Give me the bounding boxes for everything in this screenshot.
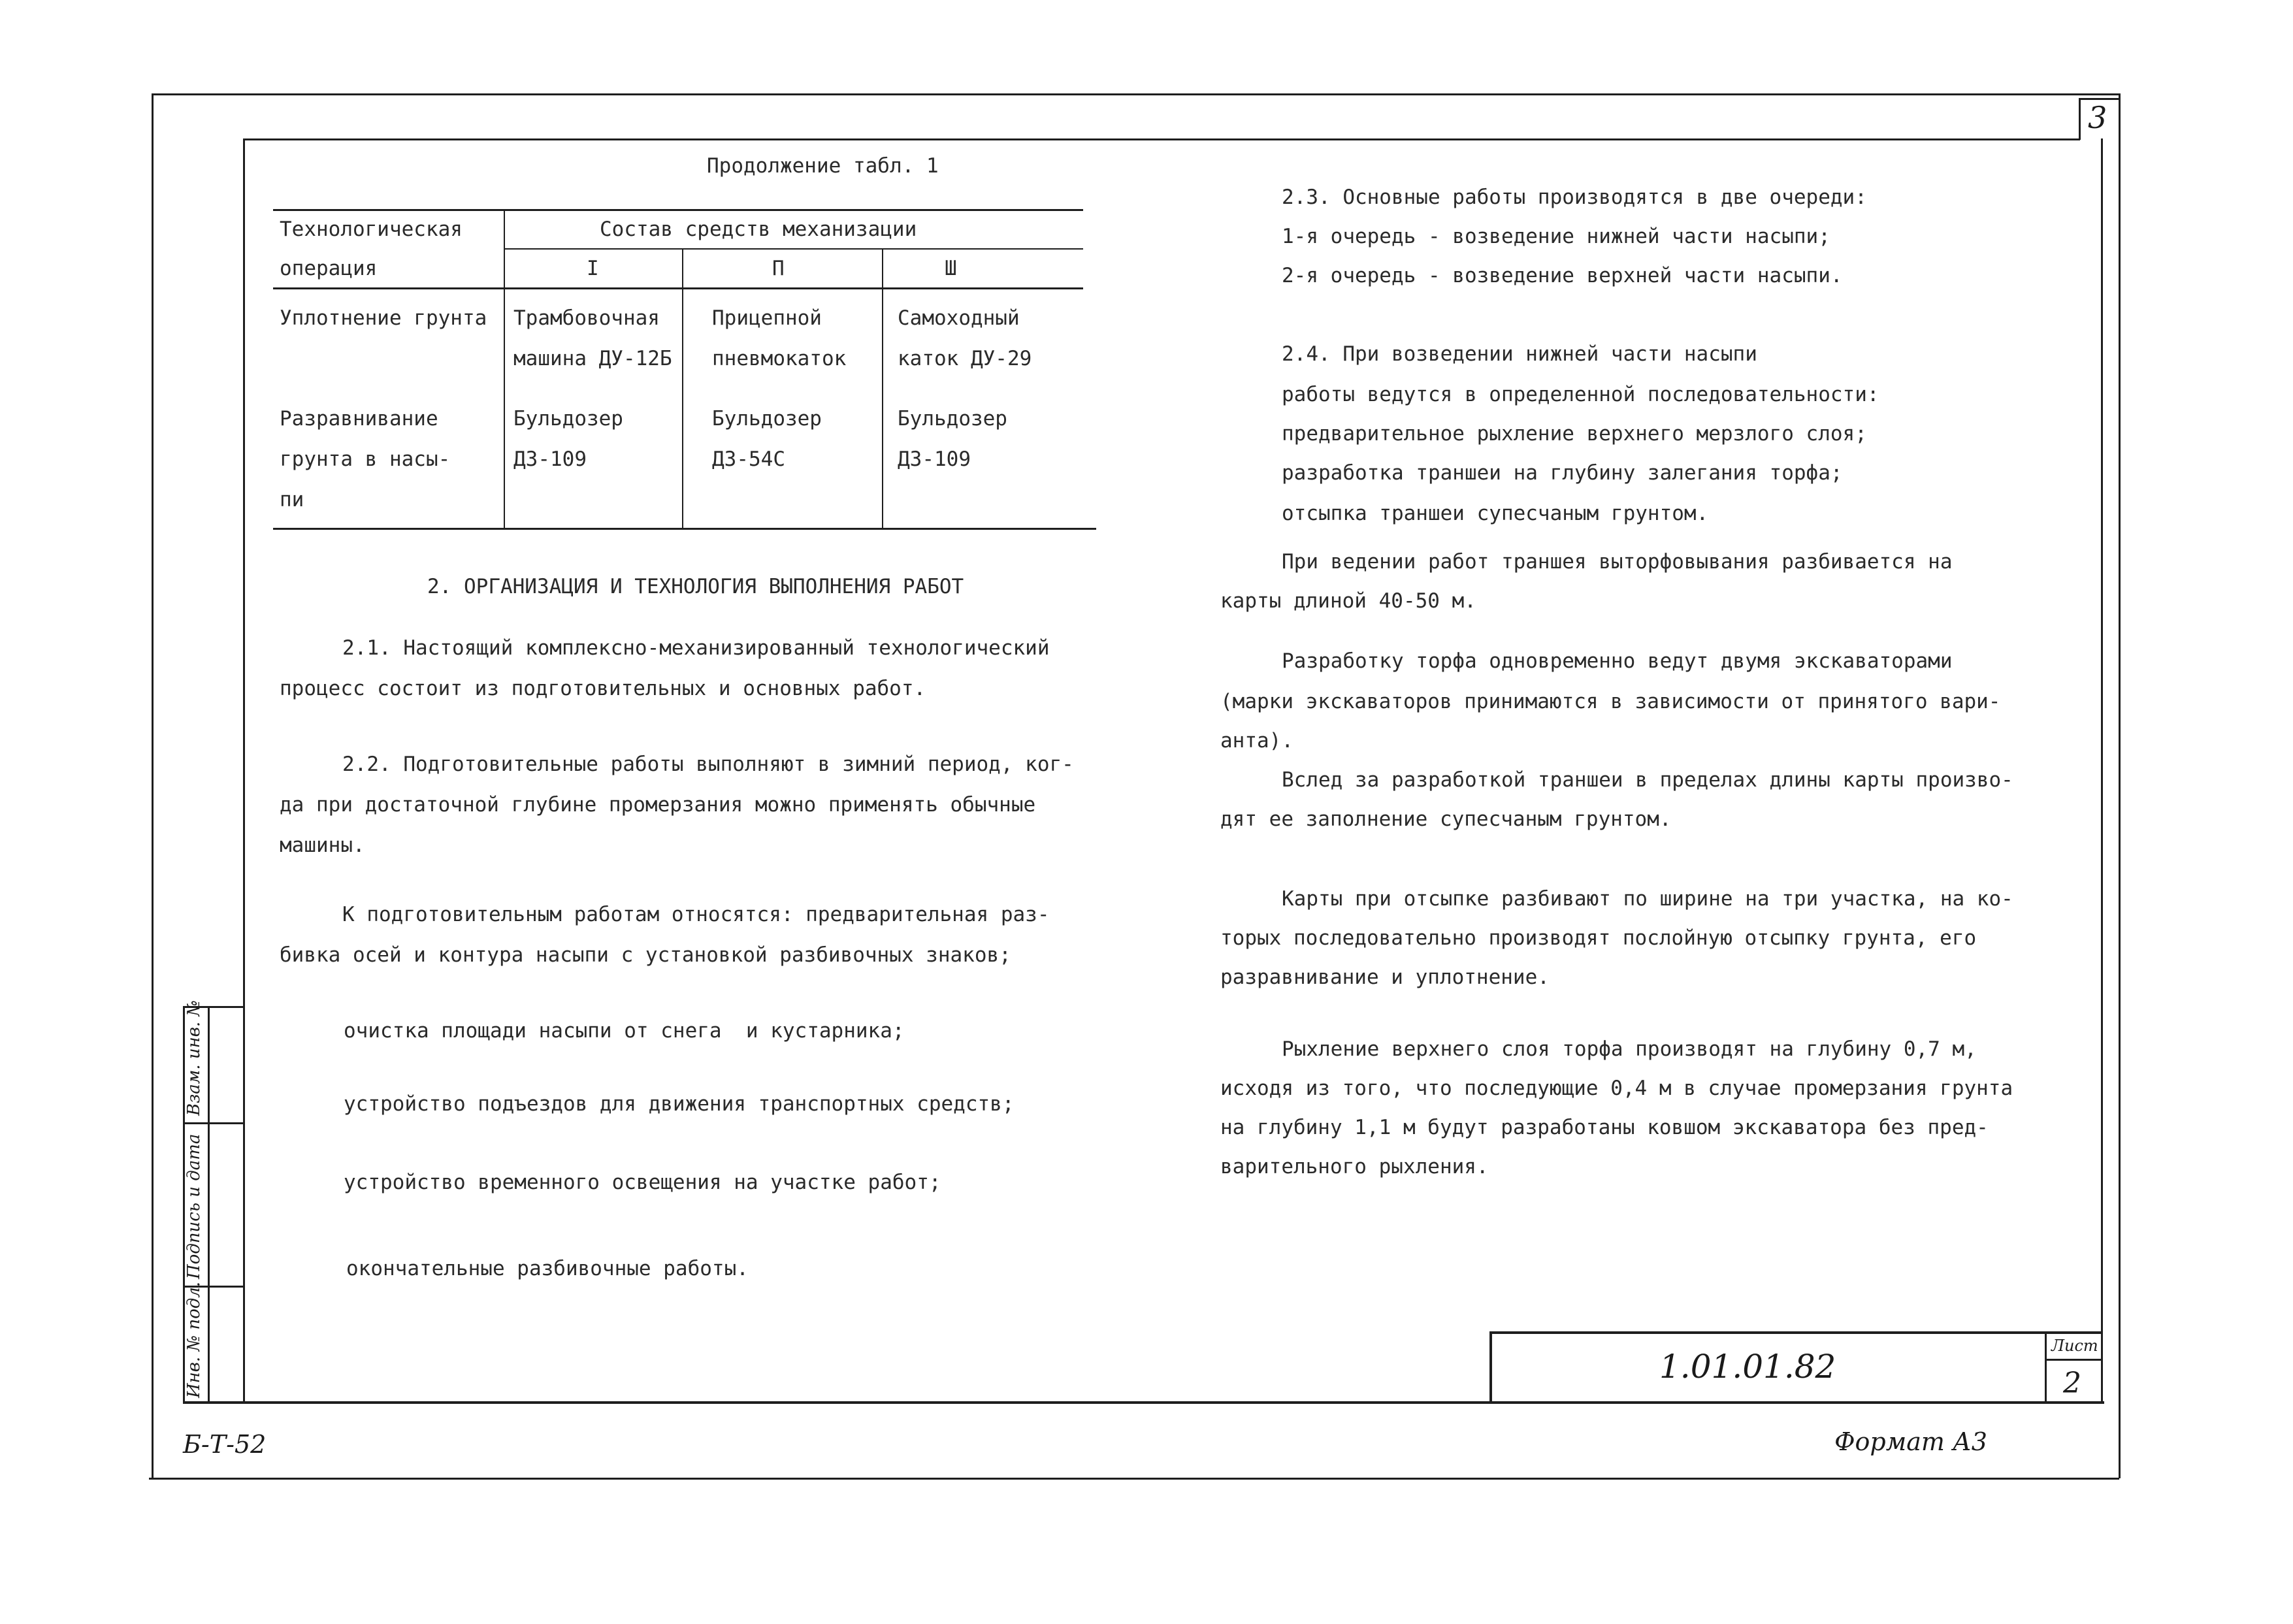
paragraph-2-2-line3: машины.	[280, 834, 365, 857]
table-header-operation-line2: операция	[280, 257, 378, 280]
inner-frame-bottom	[183, 1401, 2104, 1404]
stamp-top	[1489, 1331, 2102, 1334]
paragraph-2-1-line1: 2.1. Настоящий комплексно-механизированный технологический	[342, 636, 1050, 660]
paragraph-2-4-line1: 2.4. При возведении нижней части насыпи	[1282, 342, 1757, 366]
side-stamp-signature-date: Подпись и дата	[184, 1133, 204, 1279]
table-header-variant-2: П	[772, 257, 785, 280]
inner-frame-top	[243, 138, 2080, 140]
table-col-divider-1	[504, 209, 505, 529]
side-stamp-replacement-number: Взам. инв. №	[184, 999, 204, 1116]
list-item-2: устройство подъездов для движения транспортных средств;	[344, 1092, 1015, 1116]
corner-box-left	[2079, 98, 2081, 140]
table-header-variant-3: Ш	[945, 257, 957, 280]
table-row-1-v3-line2: каток ДУ-29	[898, 347, 1032, 370]
list-item-3: устройство временного освещения на участке работ;	[344, 1171, 941, 1194]
paragraph-2-1-line2: процесс состоит из подготовительных и основных работ.	[280, 677, 926, 700]
paragraph-2-3-line3: 2-я очередь - возведение верхней части насыпи.	[1282, 264, 1843, 287]
table-row-2-operation-line1: Разравнивание	[280, 407, 438, 430]
outer-frame-right	[2119, 93, 2121, 1478]
paragraph-loosen-line3: на глубину 1,1 м будут разработаны ковшом экскаватора без пред-	[1220, 1116, 1989, 1139]
table-row-2-v3-line2: ДЗ-109	[898, 447, 971, 471]
paragraph-2-2-line1: 2.2. Подготовительные работы выполняют в зимний период, ког-	[342, 753, 1074, 776]
footer-code: Б-Т-52	[183, 1430, 267, 1459]
table-row-1-v1-line2: машина ДУ-12Б	[513, 347, 672, 370]
paragraph-2-4-line5: отсыпка траншеи супесчаным грунтом.	[1282, 502, 1709, 525]
table-col-divider-2	[682, 248, 683, 529]
paragraph-loosen-line1: Рыхление верхнего слоя торфа производят на глубину 0,7 м,	[1282, 1037, 1977, 1061]
outer-frame-top	[152, 93, 2119, 95]
list-item-4: окончательные разбивочные работы.	[346, 1257, 749, 1280]
sheet-number: 2	[2063, 1367, 2081, 1400]
stamp-sheet-label-rule	[2045, 1359, 2102, 1361]
paragraph-loosen-line4: варительного рыхления.	[1220, 1155, 1489, 1178]
paragraph-excavators-line2: (марки экскаваторов принимаются в зависимости от принятого вари-	[1220, 690, 2001, 713]
table-row-2-operation-line3: пи	[280, 488, 304, 512]
table-row-1-v2-line1: Прицепной	[712, 306, 822, 330]
table-header-group: Состав средств механизации	[600, 218, 917, 241]
side-stamp-divider	[208, 1006, 210, 1403]
side-stamp-inventory-number: Инв. № подл.	[184, 1281, 204, 1398]
table-row-1-v2-line2: пневмокаток	[712, 347, 847, 370]
section-title: 2. ОРГАНИЗАЦИЯ И ТЕХНОЛОГИЯ ВЫПОЛНЕНИЯ РАБОТ	[427, 575, 964, 598]
table-row-2-v3-line1: Бульдозер	[898, 407, 1007, 430]
paragraph-excavators-line3: анта).	[1220, 729, 1293, 753]
list-item-1: очистка площади насыпи от снега и кустарника;	[344, 1019, 905, 1043]
paragraph-2-3-line1: 2.3. Основные работы производятся в две очереди:	[1282, 186, 1867, 209]
table-header-rule	[273, 287, 1083, 289]
paragraph-prep-line2: бивка осей и контура насыпи с установкой разбивочных знаков;	[280, 943, 1011, 967]
side-stamp-sep-1	[183, 1122, 244, 1124]
footer-format: Формат А3	[1834, 1427, 1987, 1456]
paragraph-cards-line2: карты длиной 40-50 м.	[1220, 589, 1476, 613]
outer-frame-left	[152, 93, 154, 1478]
paragraph-sections-line2: торых последовательно производят послойную отсыпку грунта, его	[1220, 926, 1977, 950]
table-row-1-operation: Уплотнение грунта	[280, 306, 487, 330]
table-caption: Продолжение табл. 1	[707, 154, 939, 178]
paragraph-prep-line1: К подготовительным работам относятся: предварительная раз-	[342, 903, 1050, 926]
stamp-left	[1489, 1331, 1492, 1403]
paragraph-sections-line3: разравнивание и уплотнение.	[1220, 966, 1550, 989]
table-bottom-rule	[273, 528, 1096, 530]
table-header-variant-1: I	[587, 257, 599, 280]
table-col-divider-3	[882, 248, 883, 529]
paragraph-loosen-line2: исходя из того, что последующие 0,4 м в случае промерзания грунта	[1220, 1077, 2013, 1100]
table-row-2-operation-line2: грунта в насы-	[280, 447, 451, 471]
paragraph-fill-line1: Вслед за разработкой траншеи в пределах длины карты произво-	[1282, 768, 2013, 792]
paragraph-2-4-line2: работы ведутся в определенной последовательности:	[1282, 383, 1879, 406]
paragraph-excavators-line1: Разработку торфа одновременно ведут двумя экскаваторами	[1282, 649, 1953, 673]
paragraph-2-3-line2: 1-я очередь - возведение нижней части насыпи;	[1282, 225, 1830, 248]
inner-frame-right	[2101, 138, 2103, 1403]
table-row-2-v2-line2: ДЗ-54С	[712, 447, 785, 471]
outer-frame-bottom	[149, 1478, 2119, 1480]
paragraph-2-4-line3: предварительное рыхление верхнего мерзлого слоя;	[1282, 422, 1867, 446]
table-row-2-v1-line2: ДЗ-109	[513, 447, 587, 471]
document-code: 1.01.01.82	[1659, 1348, 1836, 1386]
table-row-1-v1-line1: Трамбовочная	[513, 306, 660, 330]
sheet-label: Лист	[2051, 1337, 2098, 1355]
sheet-corner-number: 3	[2088, 100, 2107, 135]
paragraph-fill-line2: дят ее заполнение супесчаным грунтом.	[1220, 807, 1672, 831]
table-header-operation-line1: Технологическая	[280, 218, 463, 241]
paragraph-sections-line1: Карты при отсыпке разбивают по ширине на три участка, на ко-	[1282, 887, 2013, 911]
stamp-sheet-divider	[2045, 1331, 2047, 1403]
paragraph-2-2-line2: да при достаточной глубине промерзания можно применять обычные	[280, 793, 1036, 817]
table-row-1-v3-line1: Самоходный	[898, 306, 1020, 330]
inner-frame-left	[243, 138, 245, 1403]
table-row-2-v2-line1: Бульдозер	[712, 407, 822, 430]
paragraph-cards-line1: При ведении работ траншея выторфовывания разбивается на	[1282, 550, 1953, 574]
paragraph-2-4-line4: разработка траншеи на глубину залегания торфа;	[1282, 461, 1843, 485]
table-row-2-v1-line1: Бульдозер	[513, 407, 623, 430]
